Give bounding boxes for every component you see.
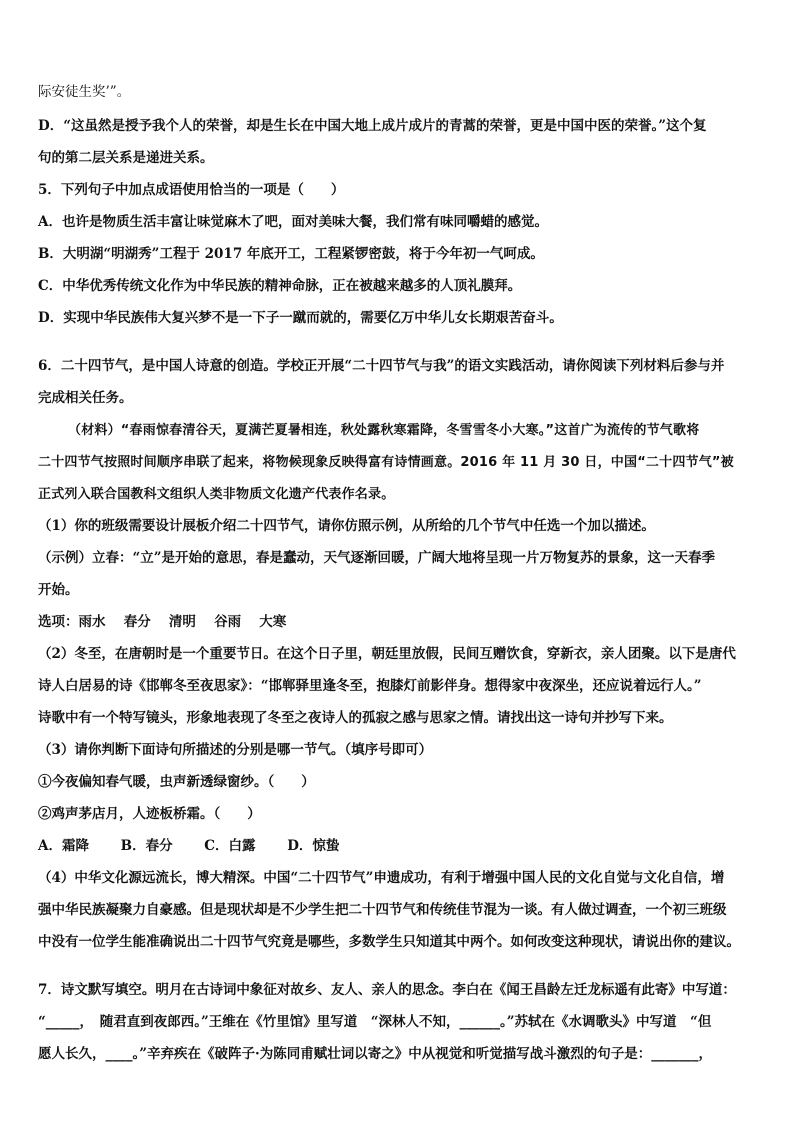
q4-tail-line: 际安徒生奖’”。 [38, 84, 131, 100]
q6-task2-line3: 诗歌中有一个特写镜头，形象地表现了冬至之夜诗人的孤寂之感与思家之情。请找出这一诗句并抄写下来。 [38, 710, 673, 726]
q6-material-line1: （材料）“春雨惊春清谷天，夏满芒夏暑相连，秋处露秋寒霜降，冬雪雪冬小大寒。”这首广为流传的节气歌将 [68, 423, 700, 438]
q6-example-line2: 开始。 [38, 582, 79, 598]
q6-task2-line2: 诗人白居易的诗《邯郸冬至夜思家》：“邯郸驿里逢冬至，抱膝灯前影伴身。想得家中夜深坐，还应说着远行人。” [38, 678, 702, 694]
q7-line3: 愿人长久，____。”辛弃疾在《破阵子·为陈同甫赋壮词以寄之》中从视觉和听觉描写战斗激烈的句子是：_______， [38, 1046, 712, 1062]
q5-option-b: B．大明湖“明湖秀”工程于 2017 年底开工，工程紧锣密鼓，将于今年初一气呵成。 [38, 246, 544, 262]
q6-example-line1: （示例）立春：“立”是开始的意思，春是蠢动，天气逐渐回暖，广阔大地将呈现一片万物复苏的景象，这一天春季 [38, 550, 716, 566]
q6-task3-item1: ①今夜偏知春气暖，虫声新透绿窗纱。（ ） [38, 774, 315, 790]
q6-material-line2: 二十四节气按照时间顺序串联了起来，将物候现象反映得富有诗情画意。2016 年 11 月 30 日，中国“二十四节气”被 [38, 455, 734, 470]
q6-stem-line1: 6．二十四节气，是中国人诗意的创造。学校正开展“二十四节气与我”的语文实践活动，请你阅读下列材料后参与并 [38, 358, 725, 374]
q6-task1: （1）你的班级需要设计展板介绍二十四节气，请你仿照示例，从所给的几个节气中任选一个加以描述。 [38, 518, 655, 534]
q5-option-a: A．也许是物质生活丰富让味觉麻木了吧，面对美味大餐，我们常有味同嚼蜡的感觉。 [38, 214, 548, 230]
q4-option-d-line1: D．“这虽然是授予我个人的荣誉，却是生长在中国大地上成片成片的青蒿的荣誉，更是中国中医的荣誉。”这个复 [38, 118, 707, 134]
q6-task4-line1: （4）中华文化源远流长，博大精深。中国“二十四节气”申遗成功，有利于增强中国人民的文化自觉与文化自信，增 [38, 870, 725, 886]
q6-task4-line3: 中没有一位学生能准确说出二十四节气究竟是哪些，多数学生只知道其中两个。如何改变这种现状，请说出你的建议。 [38, 934, 740, 950]
q7-line1: 7．诗文默写填空。明月在古诗词中象征对故乡、友人、亲人的思念。李白在《闻王昌龄左迁龙标遥有此寄》中写道： [38, 982, 736, 998]
q6-stem-line2: 完成相关任务。 [38, 390, 133, 406]
q5-option-d: D．实现中华民族伟大复兴梦不是一下子一蹴而就的，需要亿万中华儿女长期艰苦奋斗。 [38, 310, 563, 326]
q6-task3: （3）请你判断下面诗句所描述的分别是哪一节气。（填序号即可） [38, 742, 433, 758]
q5-stem: 5．下列句子中加点成语使用恰当的一项是（ ） [38, 182, 345, 198]
q6-task3-choices: A．霜降 B．春分 C．白露 D．惊蛰 [38, 838, 340, 854]
q6-options: 选项：雨水 春分 清明 谷雨 大寒 [38, 614, 287, 630]
q5-option-c: C．中华优秀传统文化作为中华民族的精神命脉，正在被越来越多的人顶礼膜拜。 [38, 278, 522, 294]
q6-task2-line1: （2）冬至，在唐朝时是一个重要节日。在这个日子里，朝廷里放假，民间互赠饮食，穿新衣，亲人团聚。以下是唐代 [38, 646, 736, 662]
q7-line2: “_____， 随君直到夜郎西。”王维在《竹里馆》里写道 “深林人不知，______。”苏轼在《水调歌头》中写道 “但 [38, 1014, 712, 1030]
q6-material-line3: 正式列入联合国教科文组织人类非物质文化遗产代表作名录。 [38, 487, 395, 502]
q6-task3-item2: ②鸡声茅店月，人迹板桥霜。（ ） [38, 806, 261, 822]
q4-option-d-line2: 句的第二层关系是递进关系。 [38, 150, 214, 166]
q6-task4-line2: 强中华民族凝聚力自豪感。但是现状却是不少学生把二十四节气和传统佳节混为一谈。有人做过调查，一个初三班级 [38, 902, 727, 918]
